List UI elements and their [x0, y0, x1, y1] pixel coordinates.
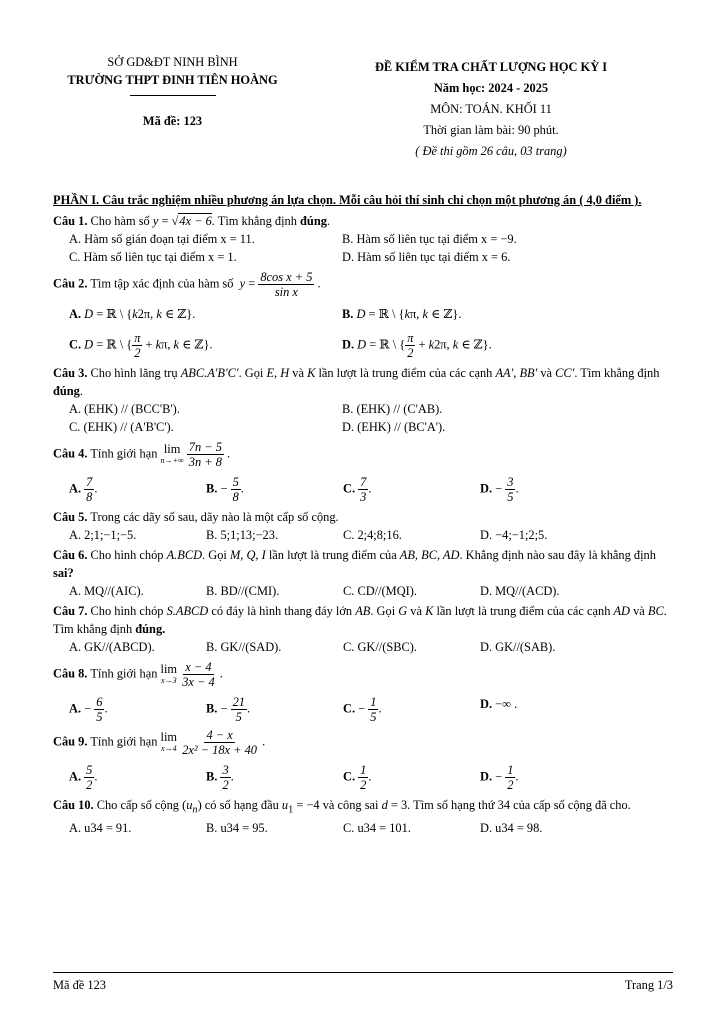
- answer-c[interactable]: C. 2;4;8;16.: [343, 528, 402, 542]
- school-name: TRƯỜNG THPT ĐINH TIÊN HOÀNG: [67, 73, 278, 87]
- answer-d[interactable]: D. (EHK) // (BC'A').: [342, 420, 446, 434]
- question-7: Câu 7. Cho hình chóp S.ABCD có đáy là hình thang đáy lớn AB. Gọi G và K lần lượt là trung điểm của các cạnh AD và BC. Tìm khẳng định đúng.: [53, 604, 667, 636]
- answers-q8: [53, 695, 673, 724]
- exam-note: ( Đề thi gồm 26 câu, 03 trang): [415, 144, 567, 158]
- divider: [130, 95, 216, 96]
- answer-d[interactable]: D. u34 = 98.: [480, 821, 543, 836]
- answer-c[interactable]: C. $\frac{7}{3}$ .: [343, 475, 372, 504]
- answers-q2: [53, 305, 673, 323]
- question-label: Câu 2.: [53, 276, 88, 291]
- subject: MÔN: TOÁN. KHỐI 11: [430, 102, 552, 116]
- question-label: Câu 8.: [53, 666, 88, 681]
- question-text: Trong các dãy số sau, dãy nào là một cấp số cộng.: [90, 510, 339, 524]
- answer-a[interactable]: A. 2;1;−1;−5.: [69, 528, 137, 542]
- answer-d[interactable]: D. MQ//(ACD).: [480, 584, 560, 598]
- answers-q9: [53, 763, 673, 792]
- answer-a[interactable]: A. $\frac{5}{2}$ .: [69, 763, 98, 792]
- part1-title: PHẦN I. Câu trắc nghiệm nhiều phương án lựa chọn. Mỗi câu hỏi thí sinh chỉ chọn một phương án ( 4,0 điểm ).: [53, 193, 642, 207]
- question-6: Câu 6. Cho hình chóp A.BCD. Gọi M, Q, I lần lượt là trung điểm của AB, BC, AD. Khẳng định nào sau đây là khẳng định sai?: [53, 548, 656, 580]
- answer-b[interactable]: B. 5;1;13;−23.: [206, 528, 279, 542]
- question-8: Câu 8. Tính giới hạn lim x→3 $\frac{x - 4}{3x - 4}$ .: [53, 660, 223, 689]
- answer-b[interactable]: B. GK//(SAD).: [206, 640, 282, 654]
- question-label: Câu 3.: [53, 366, 88, 380]
- question-5: [53, 508, 673, 526]
- answer-c[interactable]: C. D = ℝ \ { $\frac{\pi}{2}$ + kπ, k ∈ ℤ}.: [69, 331, 213, 360]
- question-4: Câu 4. Tính giới hạn lim n→+∞ $\frac{7n - 5}{3n + 8}$ .: [53, 440, 231, 469]
- answer-b[interactable]: B. u34 = 95.: [206, 821, 268, 836]
- question-1: Câu 1. Cho hàm số y = √4x − 6. Tìm khẳng định đúng.: [53, 214, 331, 228]
- footer-exam-code: Mã đề 123: [53, 978, 106, 992]
- answers-q3-row2: [53, 418, 673, 436]
- question-label: Câu 10.: [53, 798, 94, 812]
- answer-d[interactable]: D. Hàm số liên tục tại điểm x = 6.: [342, 250, 511, 264]
- answers-q3: [53, 400, 673, 418]
- answer-a[interactable]: A. (EHK) // (BCC'B').: [69, 402, 180, 416]
- answer-b[interactable]: B. $\frac{3}{2}$ .: [206, 763, 234, 792]
- footer-divider: [53, 972, 673, 973]
- answers-q6: [53, 582, 673, 600]
- question-9: Câu 9. Tính giới hạn lim x→4 $\frac{4 - x}{\text{2x² − 18x + 40}}$ .: [53, 728, 266, 757]
- answer-c[interactable]: C. CD//(MQI).: [343, 584, 417, 598]
- answer-c[interactable]: C. u34 = 101.: [343, 821, 411, 836]
- question-2: Câu 2. Tìm tập xác định của hàm số y = $\frac{\text{8cos x + 5}}{\text{sin x}}$ .: [53, 270, 321, 299]
- answer-b[interactable]: B. (EHK) // (C'AB).: [342, 402, 443, 416]
- question-label: Câu 9.: [53, 734, 88, 749]
- answer-c[interactable]: C. $\frac{1}{2}$ .: [343, 763, 372, 792]
- answer-d[interactable]: D. D = ℝ \ { $\frac{\pi}{2}$ + k2π, k ∈ ℤ}.: [342, 331, 492, 360]
- answer-b[interactable]: B. − $\frac{5}{8}$ .: [206, 475, 244, 504]
- duration: Thời gian làm bài: 90 phút.: [423, 123, 559, 137]
- answer-d[interactable]: D. −4;−1;2;5.: [480, 528, 548, 542]
- answer-a[interactable]: A. D = ℝ \ {k2π, k ∈ ℤ}.: [69, 307, 196, 321]
- answers-q7: [53, 638, 673, 656]
- answers-q4: [53, 475, 673, 504]
- answer-a[interactable]: A. MQ//(AIC).: [69, 584, 144, 598]
- answers-q1-row2: [53, 248, 673, 266]
- answer-a[interactable]: A. GK//(ABCD).: [69, 640, 155, 654]
- answer-b[interactable]: B. BD//(CMI).: [206, 584, 280, 598]
- answer-c[interactable]: C. GK//(SBC).: [343, 640, 418, 654]
- header-left: [45, 53, 300, 130]
- answer-b[interactable]: B. − $\frac{21}{5}$ .: [206, 695, 251, 724]
- question-10: Câu 10. Cho cấp số cộng $(u_n)$ có số hạng đầu $u_1 = -4$ và công sai d = 3. Tìm số hạng thứ 34 của cấp số cộng đã cho.: [53, 798, 631, 816]
- answer-d[interactable]: D. −∞ .: [480, 697, 518, 711]
- answers-q1: [53, 230, 673, 248]
- school-year: Năm học: 2024 - 2025: [433, 81, 549, 95]
- question-3: Câu 3. Cho hình lăng trụ ABC.A'B'C'. Gọi E, H và K lần lượt là trung điểm của các cạnh AA', BB' và CC'. Tìm khẳng định đúng.: [53, 366, 660, 398]
- answer-a[interactable]: A. u34 = 91.: [69, 821, 132, 836]
- answer-a[interactable]: A. $\frac{7}{8}$ .: [69, 475, 98, 504]
- answer-d[interactable]: D. GK//(SAB).: [480, 640, 556, 654]
- answer-b[interactable]: B. Hàm số liên tục tại điểm x = −9.: [342, 232, 517, 246]
- answer-b[interactable]: B. D = ℝ \ {kπ, k ∈ ℤ}.: [342, 307, 462, 321]
- exam-content: [53, 192, 673, 837]
- question-label: Câu 4.: [53, 446, 88, 461]
- question-label: Câu 7.: [53, 604, 88, 618]
- answer-c[interactable]: C. Hàm số liên tục tại điểm x = 1.: [69, 250, 237, 264]
- question-text: Tính giới hạn: [90, 734, 158, 749]
- question-label: Câu 6.: [53, 548, 88, 562]
- answer-a[interactable]: A. Hàm số gián đoạn tại điểm x = 11.: [69, 232, 255, 246]
- answer-c[interactable]: C. − $\frac{1}{5}$ .: [343, 695, 382, 724]
- fraction: $\frac{\text{8cos x + 5}}{\text{sin x}}$: [260, 270, 313, 299]
- question-label: Câu 5.: [53, 510, 88, 524]
- header-right: [330, 58, 652, 160]
- exam-code: Mã đề: 123: [142, 114, 203, 128]
- answer-d[interactable]: D. − $\frac{3}{5}$ .: [480, 475, 519, 504]
- question-text: Tính giới hạn: [90, 666, 158, 681]
- exam-title: ĐỀ KIỂM TRA CHẤT LƯỢNG HỌC KỲ I: [374, 60, 608, 74]
- department: SỞ GD&ĐT NINH BÌNH: [107, 55, 238, 69]
- question-text: Tìm tập xác định của hàm số: [90, 276, 234, 291]
- answer-a[interactable]: A. − $\frac{6}{5}$ .: [69, 695, 108, 724]
- answers-q10: [53, 819, 673, 837]
- page-number: Trang 1/3: [624, 978, 673, 992]
- question-text: Tính giới hạn: [90, 446, 158, 461]
- answers-q2-row2: [53, 331, 673, 360]
- answer-c[interactable]: C. (EHK) // (A'B'C').: [69, 420, 174, 434]
- answers-q5: [53, 526, 673, 544]
- question-label: Câu 1.: [53, 214, 88, 228]
- answer-d[interactable]: D. − $\frac{1}{2}$ .: [480, 763, 519, 792]
